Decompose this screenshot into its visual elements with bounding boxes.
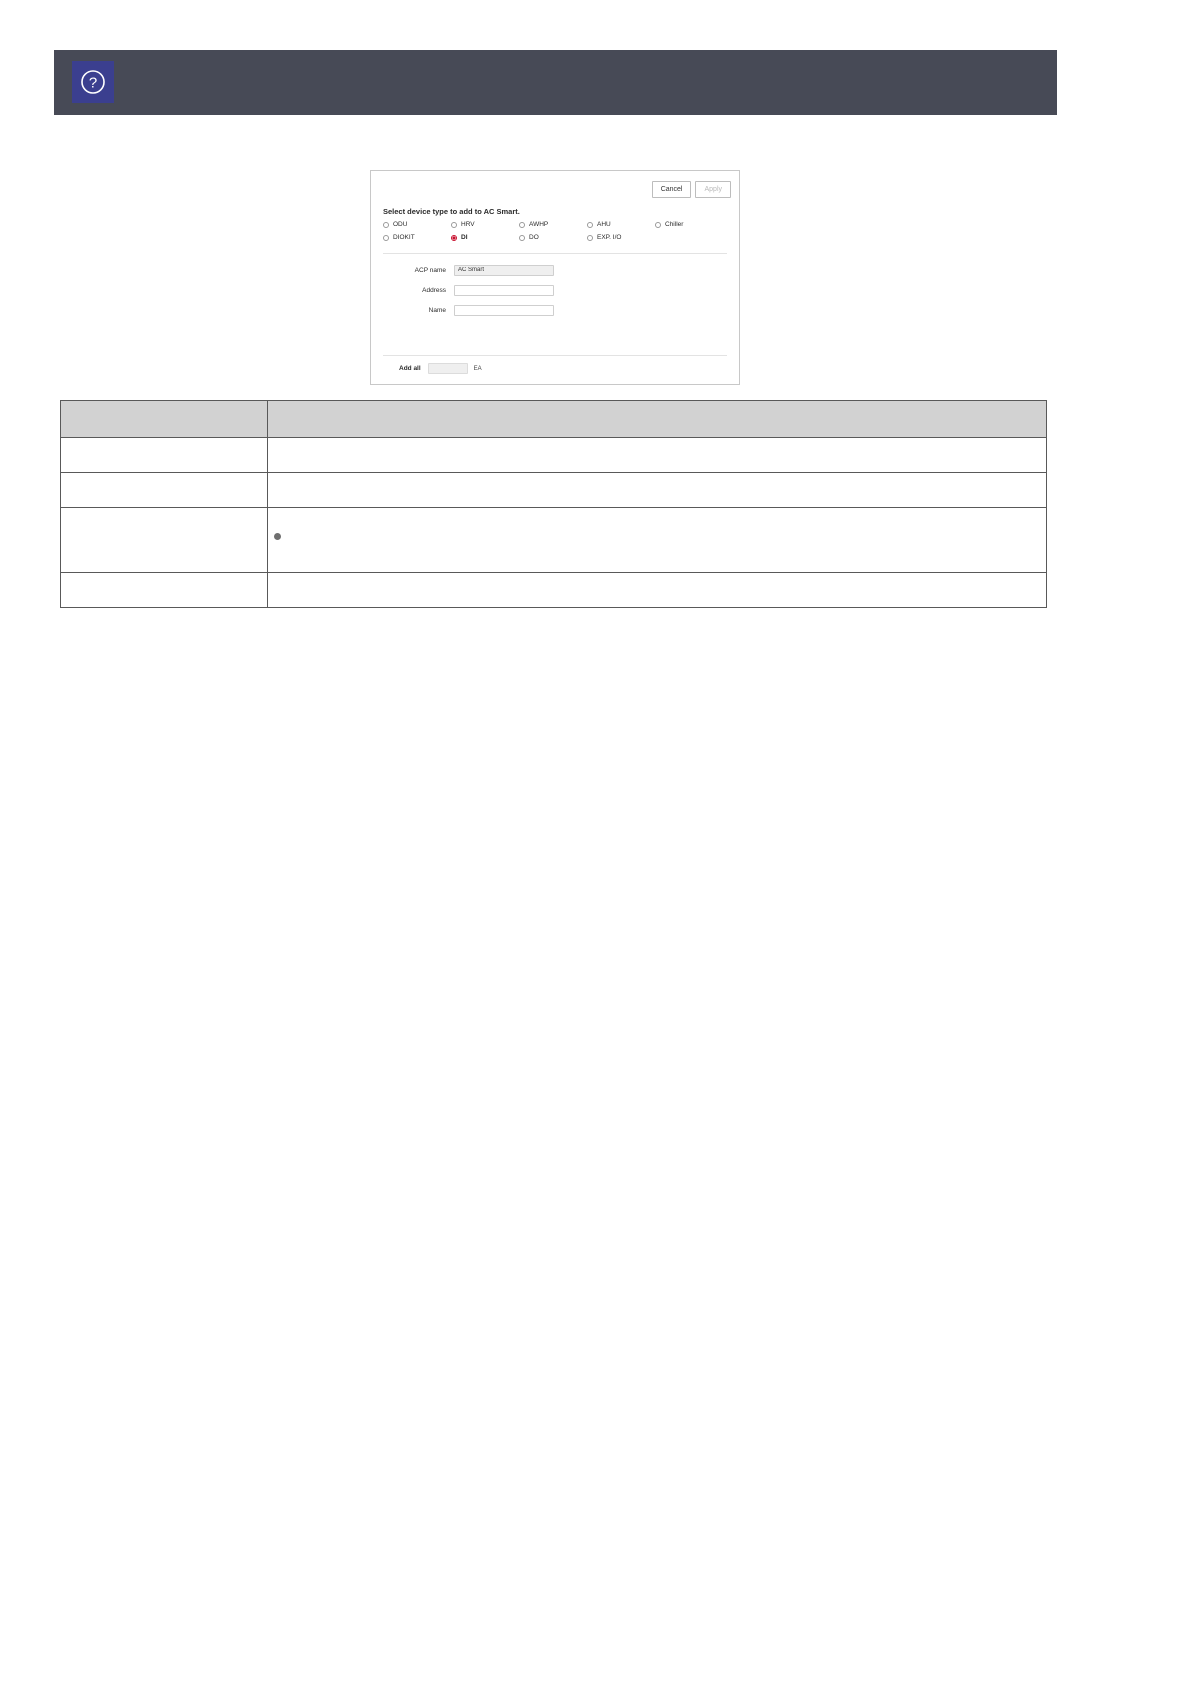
help-question-icon [72,61,114,103]
acp-name-label: ACP name [414,266,446,274]
table-header-row [61,401,1047,438]
table-header-cell-1 [61,401,268,438]
radio-dot-icon [383,222,389,228]
bullet-item [274,532,1040,540]
dialog-button-row [652,181,731,198]
radio-ahu[interactable]: AHU [587,221,655,228]
acp-name-input[interactable] [454,265,554,276]
radio-dot-icon [587,222,593,228]
svg-text:?: ? [88,74,98,92]
table-cell-label [61,438,268,473]
radio-do[interactable]: DO [519,234,587,241]
add-all-input[interactable] [428,363,468,374]
table-row [61,573,1047,608]
table-cell-value [268,438,1047,473]
name-label: Name [428,306,446,314]
radio-exp-io[interactable]: EXP. I/O [587,234,655,241]
table-cell-label [61,473,268,508]
device-add-dialog [370,170,740,385]
radio-dot-icon [655,222,661,228]
dialog-divider [383,253,727,254]
table-cell-value [268,473,1047,508]
table-cell-label [61,508,268,573]
dialog-divider-bottom [383,355,727,356]
table-row [61,438,1047,473]
radio-chiller[interactable]: Chiller [655,221,723,228]
page-header-bar [54,50,1057,115]
table-header-cell-2 [268,401,1047,438]
radio-di[interactable]: DI [451,234,519,241]
table-row [61,473,1047,508]
field-row-name [383,303,727,317]
table-cell-value [268,573,1047,608]
radio-hrv[interactable]: HRV [451,221,519,228]
add-all-row [399,363,482,374]
field-row-acp-name [383,263,727,277]
address-input[interactable] [454,285,554,296]
cancel-button[interactable]: Cancel [652,181,692,198]
radio-awhp[interactable]: AWHP [519,221,587,228]
apply-button[interactable]: Apply [695,181,731,198]
table-cell-value [268,508,1047,573]
field-row-address [383,283,727,297]
name-input[interactable] [454,305,554,316]
device-fields [383,263,727,323]
radio-dot-icon [383,235,389,241]
table-row [61,508,1047,573]
radio-dot-icon [519,235,525,241]
description-table [60,400,1047,608]
table-cell-label [61,573,268,608]
add-all-unit: EA [473,365,482,372]
dialog-title: Select device type to add to AC Smart. [383,207,520,216]
radio-odu[interactable]: ODU [383,221,451,228]
bullet-dot-icon [274,533,281,540]
radio-diokit[interactable]: DIOKIT [383,234,451,241]
device-type-radio-group [383,221,727,247]
add-all-label: Add all [399,365,421,372]
radio-dot-icon-selected [451,235,457,241]
address-label: Address [422,286,446,294]
radio-dot-icon [519,222,525,228]
device-type-row [383,234,727,241]
device-type-row [383,221,727,228]
radio-dot-icon [451,222,457,228]
radio-dot-icon [587,235,593,241]
